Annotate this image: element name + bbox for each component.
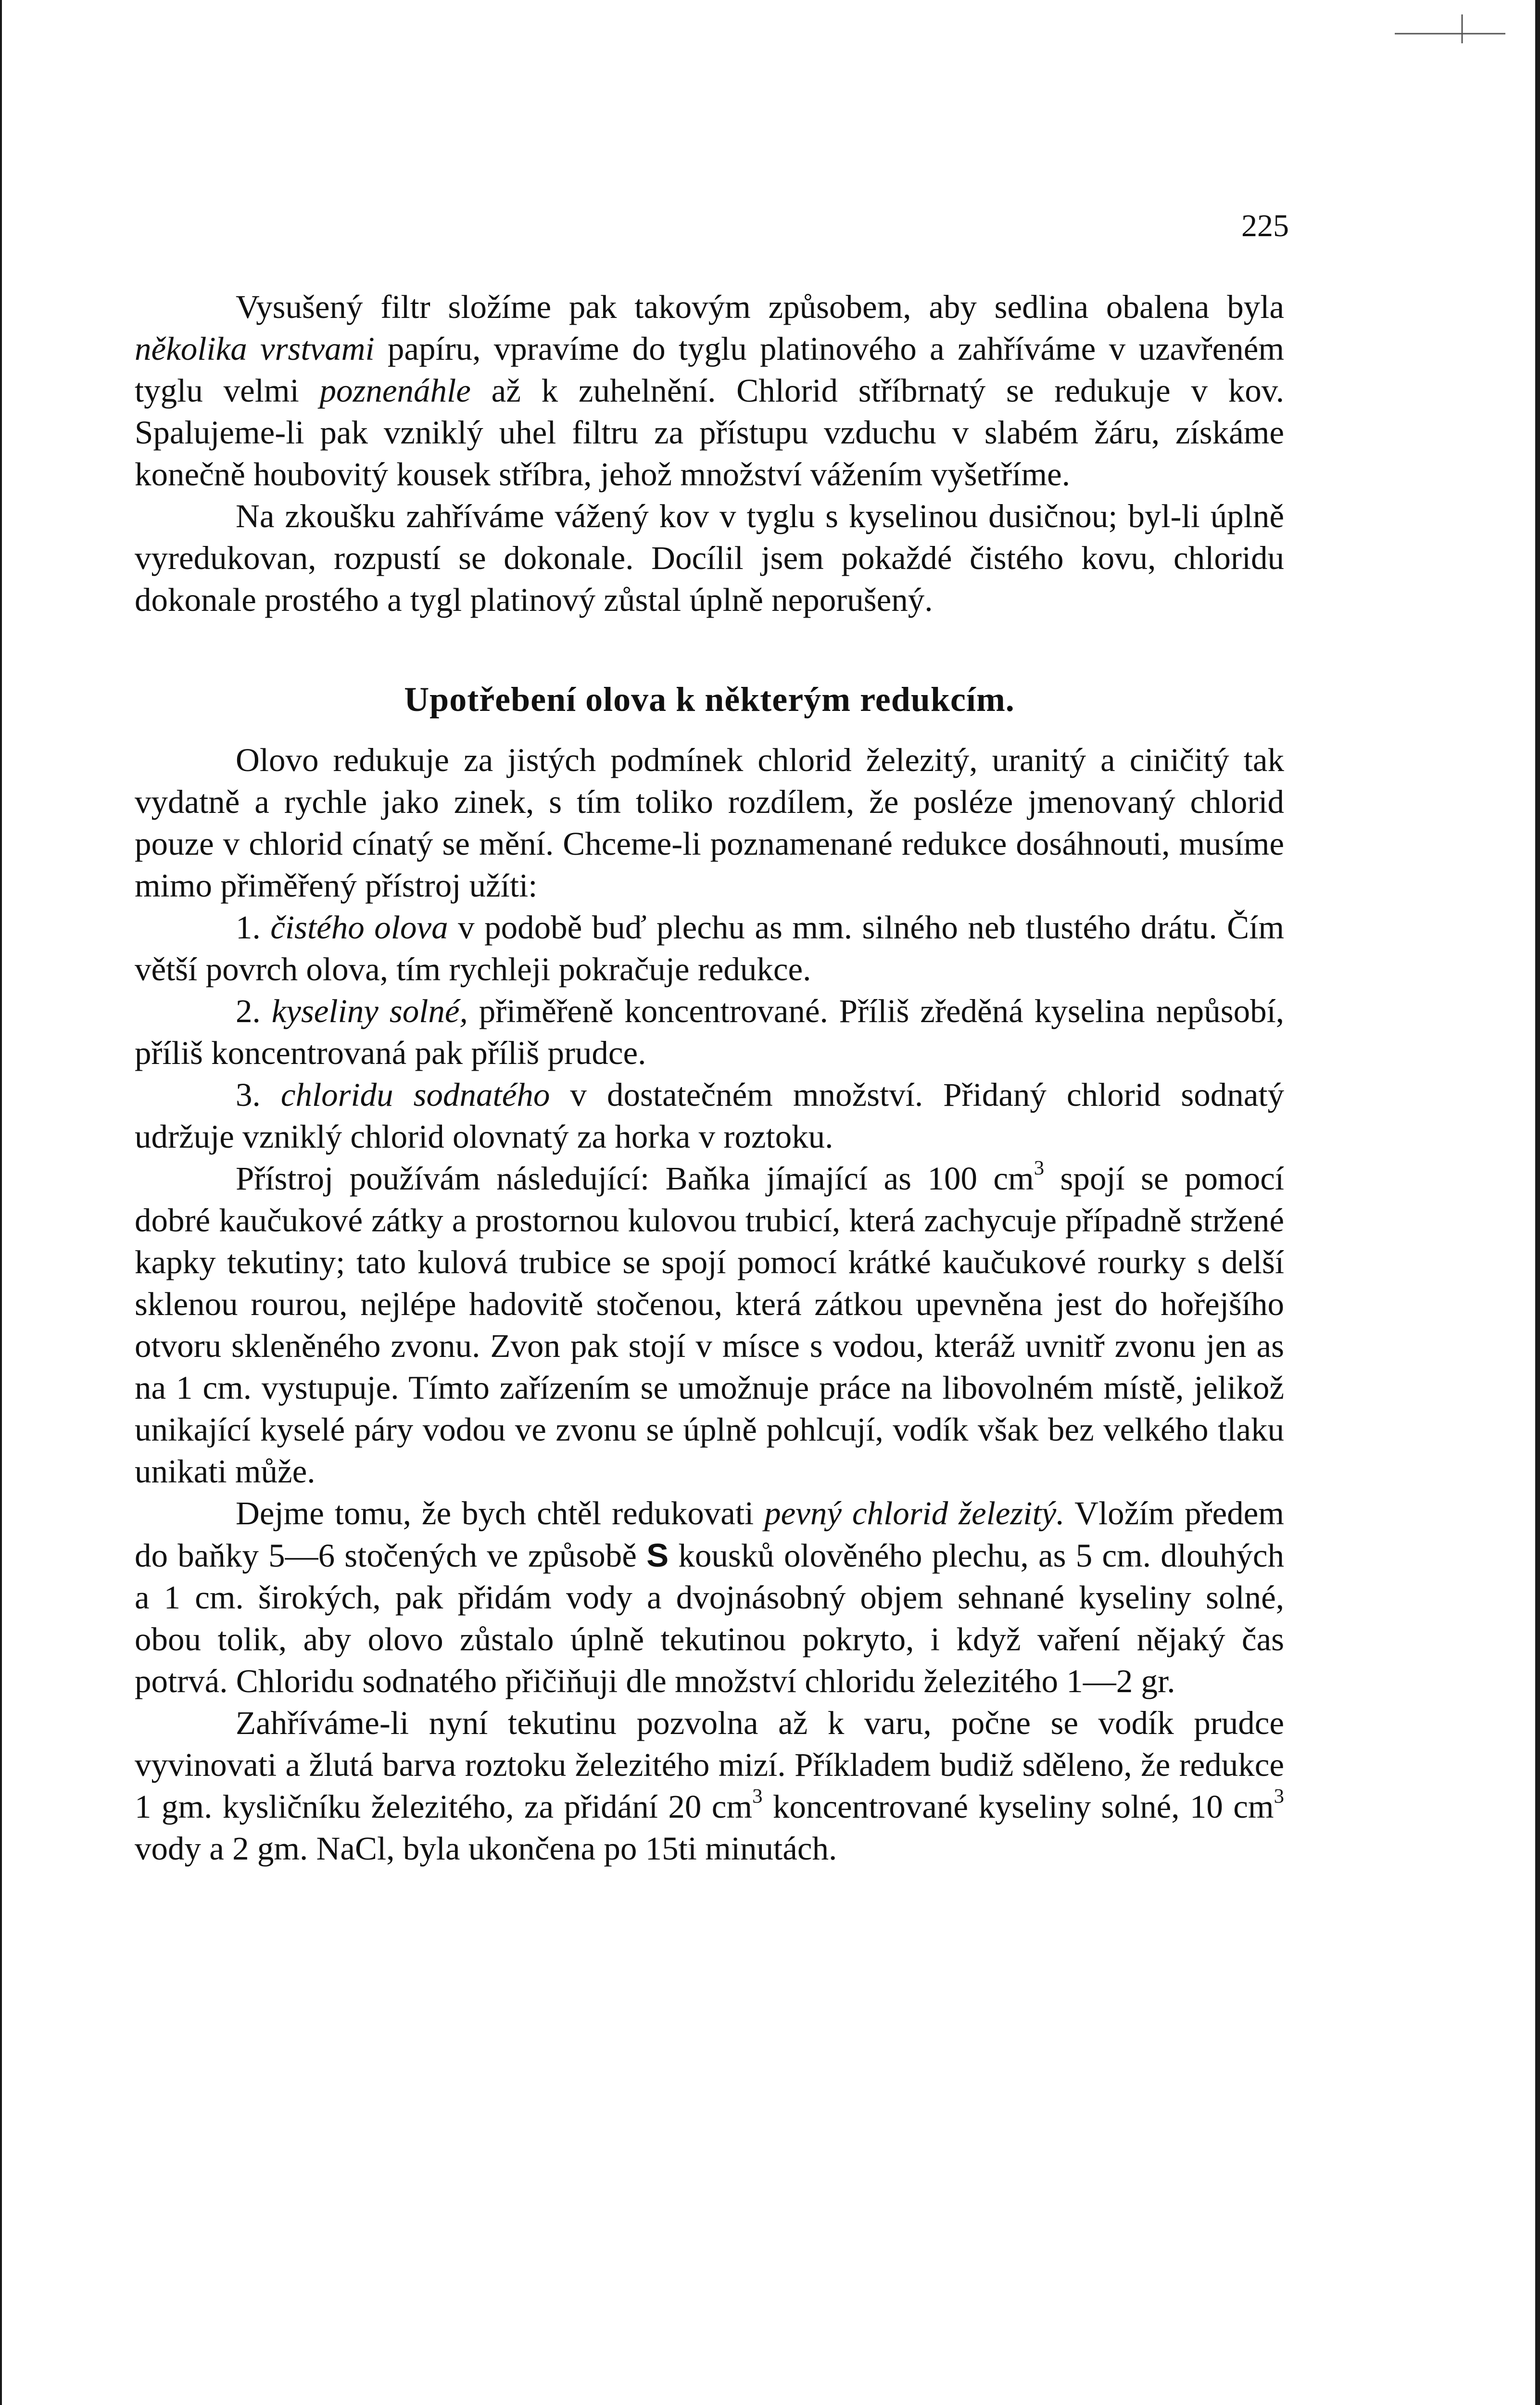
scan-edge-left — [0, 0, 2, 2405]
page-body — [135, 286, 1284, 1870]
p1-emphasis-2: poznenáhle — [319, 372, 471, 409]
p5-emphasis: pevný chlorid železitý. — [764, 1495, 1065, 1532]
p6-superscript-2: 3 — [1274, 1785, 1284, 1808]
item2-emphasis: kyseliny solné, — [271, 993, 468, 1029]
item1-emphasis: čistého olova — [270, 909, 448, 946]
p4-superscript: 3 — [1034, 1157, 1045, 1180]
p5-s-glyph: S — [646, 1537, 669, 1574]
paragraph-5 — [135, 1493, 1284, 1702]
p6-text-b: koncentrované kyseliny solné, 10 cm — [762, 1788, 1274, 1825]
p1-emphasis-1: několika vrstvami — [135, 330, 375, 367]
item1-text: v podobě buď plechu as mm. silného neb tlustého drátu. Čím větší povrch olova, tím rychleji pokračuje redukce. — [135, 909, 1285, 987]
p6-superscript-1: 3 — [752, 1785, 763, 1808]
item1-number: 1. — [236, 909, 271, 946]
p5-text-a: Dejme tomu, že bych chtěl redukovati — [236, 1495, 765, 1532]
page-number: 225 — [1241, 208, 1289, 243]
p5-text-b: Vložím předem do baňky 5—6 stočených ve způsobě — [135, 1495, 1284, 1574]
p1-text-c: papíru, vpravíme do tyglu platinového a zahříváme v uzavřeném tyglu velmi — [135, 330, 1285, 409]
scan-corner-mark — [1395, 14, 1510, 53]
paragraph-4 — [135, 1158, 1284, 1493]
section-heading: Upotřebení olova k některým redukcím. — [404, 680, 1015, 719]
item3-text: v dostatečném množství. Přidaný chlorid sodnatý udržuje vzniklý chlorid olovnatý za horka v roztoku. — [135, 1076, 1285, 1155]
p6-text-c: vody a 2 gm. NaCl, byla ukončena po 15ti minutách. — [135, 1830, 837, 1867]
p5-text-c: kousků olověného plechu, as 5 cm. dlouhých a 1 cm. širokých, pak přidám vody a dvojnásobný objem sehnané kyseliny solné, obou tolik, aby olovo zůstalo úplně tekutinou pokryto, i když vaření nějaký čas potrvá. Chloridu sodnatého přičiňuji dle množství chloridu železitého 1—2 gr. — [135, 1537, 1284, 1699]
list-item-3 — [135, 1074, 1284, 1158]
p4-text-b: spojí se pomocí dobré kaučukové zátky a prostornou kulovou trubicí, která zachycuje případně stržené kapky tekutiny; tato kulová trubice se spojí pomocí krátké kaučukové rourky s delší sklenou rourou, nejlépe hadovitě stočenou, která zátkou upevněna jest do hořejšího otvoru skleněného zvonu. Zvon pak stojí v mísce s vodou, kteráž uvnitř zvonu jen as na 1 cm. vystupuje. Tímto zařízením se umožnuje práce na libovolném místě, jelikož unikající kyselé páry vodou ve zvonu se úplně pohlcují, vodík však bez velkého tlaku unikati může. — [135, 1160, 1284, 1490]
list-item-1 — [135, 907, 1284, 990]
list-item-2 — [135, 990, 1284, 1074]
p1-text-a: Vysušený filtr složíme pak takovým způsobem, aby sedlina obalena byla — [236, 289, 1284, 325]
p1-text-e: až k zuhelnění. Chlorid stříbrnatý se redukuje v kov. Spalujeme-li pak vzniklý uhel filtru za přístupu vzduchu v slabém žáru, získáme konečně houbovitý kousek stříbra, jehož množství vážením vyšetříme. — [135, 372, 1284, 493]
item3-number: 3. — [236, 1076, 281, 1113]
scan-edge-right — [1535, 0, 1540, 2405]
paragraph-3: Olovo redukuje za jistých podmínek chlorid železitý, uranitý a ciničitý tak vydatně a rychle jako zinek, s tím toliko rozdílem, že posléze jmenovaný chlorid pouze v chlorid cínatý se mění. Chceme-li poznamenané redukce dosáhnouti, musíme mimo přiměřený přístroj užíti: — [135, 742, 1284, 904]
item2-text: přiměřeně koncentrované. Příliš zředěná kyselina nepůsobí, příliš koncentrovaná pak příliš prudce. — [135, 993, 1285, 1071]
paragraph-1 — [135, 286, 1284, 495]
paragraph-6 — [135, 1702, 1284, 1870]
item2-number: 2. — [236, 993, 272, 1029]
item3-emphasis: chloridu sodnatého — [280, 1076, 550, 1113]
p6-text-a: Zahříváme-li nyní tekutinu pozvolna až k varu, počne se vodík prudce vyvinovati a žlutá barva roztoku železitého mizí. Příkladem budiž sděleno, že redukce 1 gm. kysličníku železitého, za přidání 20 cm — [135, 1705, 1284, 1825]
p4-text-a: Přístroj používám následující: Baňka jímající as 100 cm — [236, 1160, 1034, 1197]
paragraph-2: Na zkoušku zahříváme vážený kov v tyglu s kyselinou dusičnou; byl-li úplně vyredukovan, rozpustí se dokonale. Docílil jsem pokaždé čistého kovu, chloridu dokonale prostého a tygl platinový zůstal úplně neporušený. — [135, 498, 1284, 618]
